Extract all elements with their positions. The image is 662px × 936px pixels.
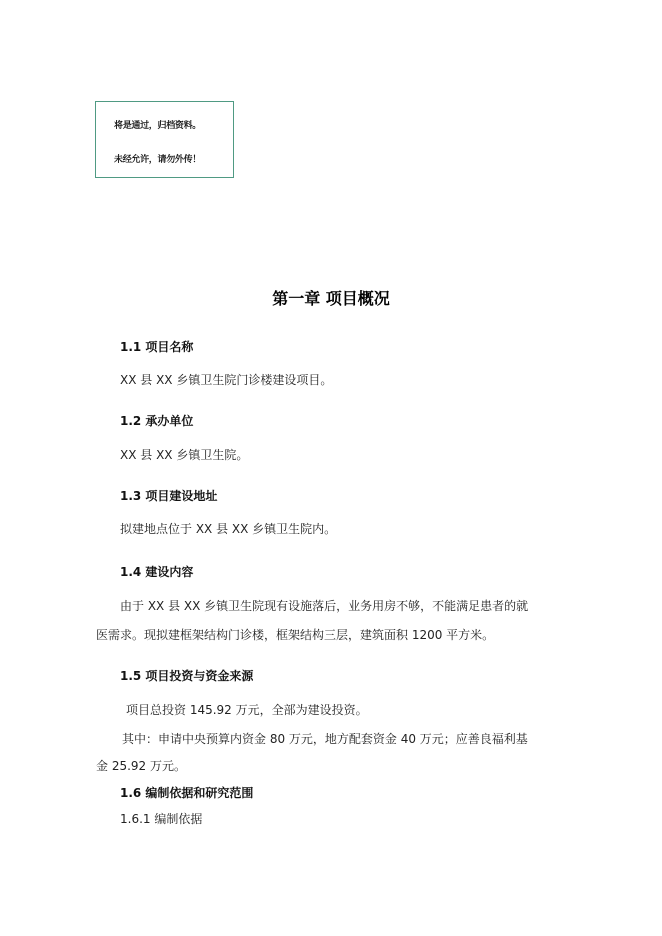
section-1-6-1-subheading: 1.6.1 编制依据 <box>120 812 203 826</box>
section-1-3-text: 拟建地点位于 XX 县 XX 乡镇卫生院内。 <box>120 522 337 536</box>
section-1-4-line-1: 由于 XX 县 XX 乡镇卫生院现有设施落后，业务用房不够，不能满足患者的就 <box>120 599 529 613</box>
section-1-5-line-1: 项目总投资 145.92 万元，全部为建设投资。 <box>126 703 368 717</box>
section-1-1-heading: 1.1 项目名称 <box>120 340 194 354</box>
chapter-title: 第一章 项目概况 <box>272 289 390 308</box>
section-1-5-line-3: 金 25.92 万元。 <box>96 759 186 773</box>
notice-line-2: 未经允许，请勿外传！ <box>114 155 202 165</box>
confidential-notice-box <box>95 101 234 178</box>
section-1-2-heading: 1.2 承办单位 <box>120 414 194 428</box>
section-1-5-heading: 1.5 项目投资与资金来源 <box>120 669 254 683</box>
section-1-1-text: XX 县 XX 乡镇卫生院门诊楼建设项目。 <box>120 373 333 387</box>
section-1-6-heading: 1.6 编制依据和研究范围 <box>120 786 254 800</box>
section-1-2-text: XX 县 XX 乡镇卫生院。 <box>120 448 249 462</box>
section-1-4-line-2: 医需求。现拟建框架结构门诊楼，框架结构三层，建筑面积 1200 平方米。 <box>96 628 495 642</box>
section-1-4-heading: 1.4 建设内容 <box>120 565 194 579</box>
section-1-3-heading: 1.3 项目建设地址 <box>120 489 218 503</box>
notice-line-1: 将是通过，归档资料。 <box>114 121 202 131</box>
section-1-5-line-2: 其中：申请中央预算内资金 80 万元，地方配套资金 40 万元；应善良福利基 <box>122 732 528 746</box>
